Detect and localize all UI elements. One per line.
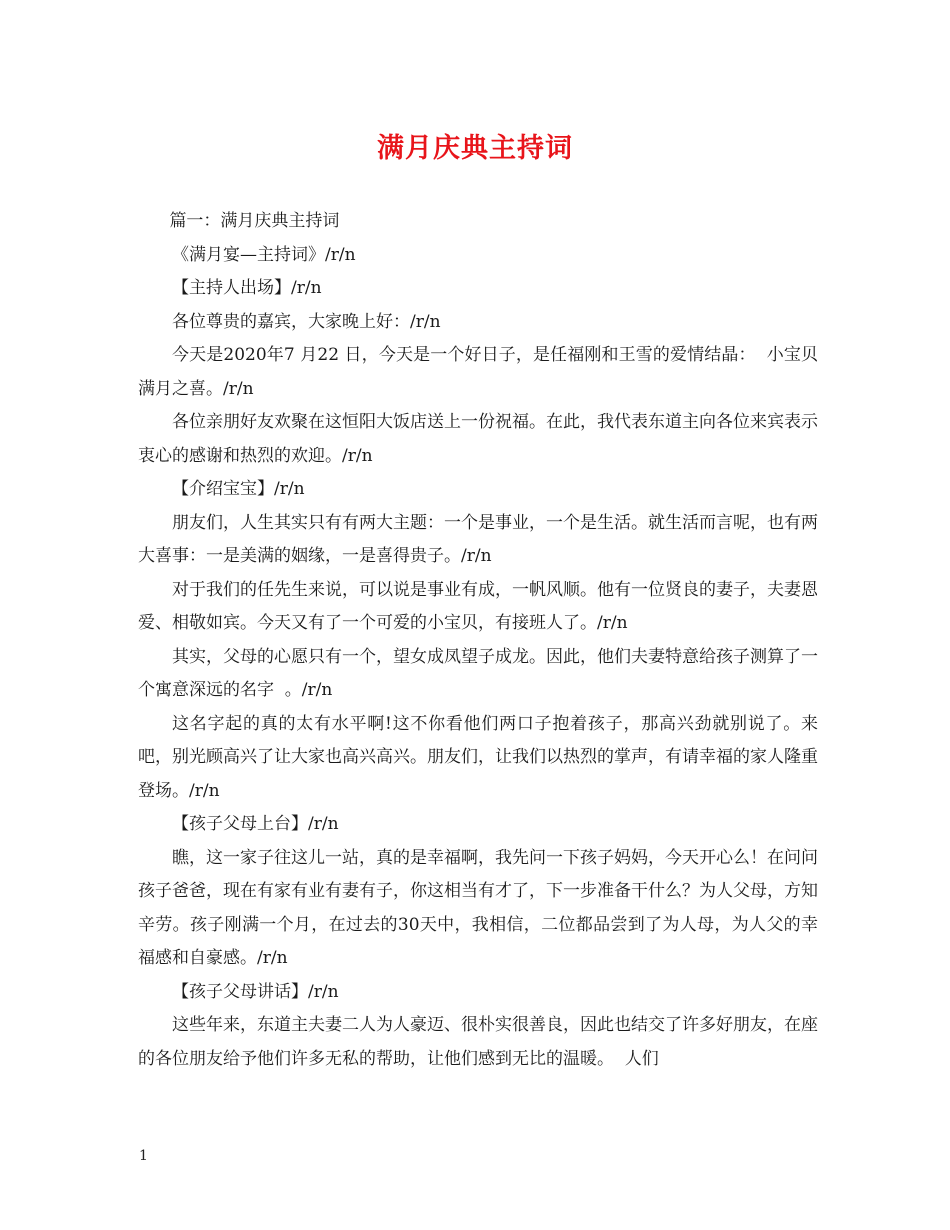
paragraph: 各位尊贵的嘉宾，大家晚上好：/r/n (172, 311, 441, 332)
paragraph: 【介绍宝宝】/r/n (172, 479, 305, 499)
paragraph: 朋友们，人生其实只有有两大主题：一个是事业，一个是生活。就生活而言呢，也有两大喜事：一是美满的姻缘，一是喜得贵子。/r/n (138, 512, 818, 566)
paragraph: 各位亲朋好友欢聚在这恒阳大饭店送上一份祝福。在此，我代表东道主向各位来宾表示衷心的感谢和热烈的欢迎。/r/n (138, 412, 818, 466)
paragraph: 对于我们的任先生来说，可以说是事业有成，一帆风顺。他有一位贤良的妻子，夫妻恩爱、相敬如宾。今天又有了一个可爱的小宝贝，有接班人了。/r/n (138, 579, 818, 633)
paragraph: 这些年来，东道主夫妻二人为人豪迈、很朴实很善良，因此也结交了许多好朋友，在座的各位朋友给予他们许多无私的帮助，让他们感到无比的温暖。 人们 (138, 1015, 818, 1069)
paragraph: 篇一：满月庆典主持词 (169, 211, 340, 231)
paragraph: 这名字起的真的太有水平啊!这不你看他们两口子抱着孩子，那高兴劲就别说了。来吧，别光顾高兴了让大家也高兴高兴。朋友们，让我们以热烈的掌声，有请幸福的家人隆重登场。/r/n (138, 713, 818, 801)
paragraph: 【孩子父母上台】/r/n (172, 814, 339, 834)
document-title: 满月庆典主持词 (377, 133, 573, 164)
paragraph: 《满月宴—主持词》/r/n (172, 244, 356, 265)
paragraph: 【主持人出场】/r/n (172, 278, 322, 298)
paragraph: 今天是2020年7 月22 日，今天是一个好日子，是任福刚和王雪的爱情结晶： 小宝贝满月之喜。/r/n (138, 345, 818, 399)
paragraph: 【孩子父母讲话】/r/n (172, 981, 339, 1002)
paragraph: 其实，父母的心愿只有一个，望女成凤望子成龙。因此，他们夫妻特意给孩子测算了一个寓意深远的名字 。/r/n (138, 646, 818, 700)
document-body (138, 205, 818, 1076)
paragraph: 瞧，这一家子往这儿一站，真的是幸福啊，我先问一下孩子妈妈，今天开心么！在问问孩子爸爸，现在有家有业有妻有子，你这相当有才了，下一步准备干什么？为人父母，方知辛劳。孩子刚满一个月，在过去的30天中，我相信，二位都品尝到了为人母，为人父的幸福感和自豪感。/r/n (138, 847, 818, 968)
page-number: 1 (139, 1148, 148, 1164)
